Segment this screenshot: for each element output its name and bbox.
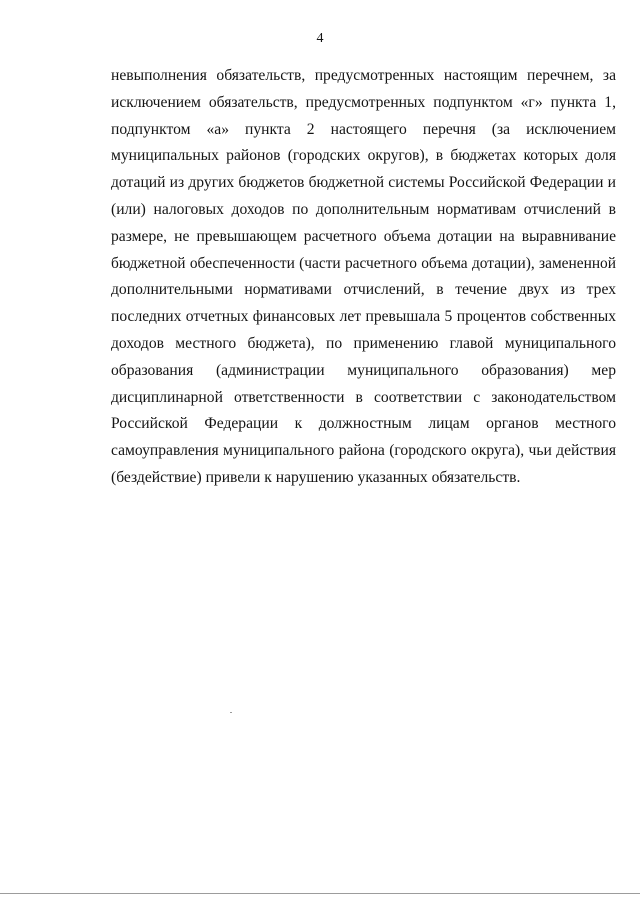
text-line: муниципальных районов (городских округов), в бюджетах которых доля bbox=[111, 147, 616, 165]
text-line: подпунктом «а» пункта 2 настоящего перечня (за исключением bbox=[111, 120, 616, 138]
text-line: невыполнения обязательств, предусмотренных настоящим перечнем, за bbox=[111, 67, 616, 84]
text-line: самоуправления муниципального района (городского округа), чьи действия bbox=[111, 442, 616, 460]
text-line: бюджетной обеспеченности (части расчетного объема дотации), замененной bbox=[111, 254, 616, 272]
text-line: дисциплинарной ответственности в соответствии с законодательством bbox=[111, 388, 616, 406]
text-line: размере, не превышающем расчетного объема дотации на выравнивание bbox=[111, 227, 616, 245]
scan-speck bbox=[230, 712, 232, 713]
text-line: доходов местного бюджета), по применению главой муниципального bbox=[111, 334, 616, 352]
text-line-last: (бездействие) привели к нарушению указанных обязательств. bbox=[111, 468, 521, 486]
page-bottom-edge bbox=[0, 893, 640, 894]
text-line: дотаций из других бюджетов бюджетной системы Российской Федерации и bbox=[111, 174, 616, 192]
page-number: 4 bbox=[316, 31, 324, 46]
text-line: дополнительными нормативами отчислений, в течение двух из трех bbox=[111, 281, 616, 299]
text-line: Российской Федерации к должностным лицам органов местного bbox=[111, 415, 616, 433]
text-line: последних отчетных финансовых лет превышала 5 процентов собственных bbox=[111, 308, 616, 326]
paragraph bbox=[111, 63, 616, 492]
text-line: образования (администрации муниципального образования) мер bbox=[111, 361, 616, 379]
text-line: (или) налоговых доходов по дополнительным нормативам отчислений в bbox=[111, 200, 616, 218]
text-line: исключением обязательств, предусмотренных подпунктом «г» пункта 1, bbox=[111, 93, 616, 111]
